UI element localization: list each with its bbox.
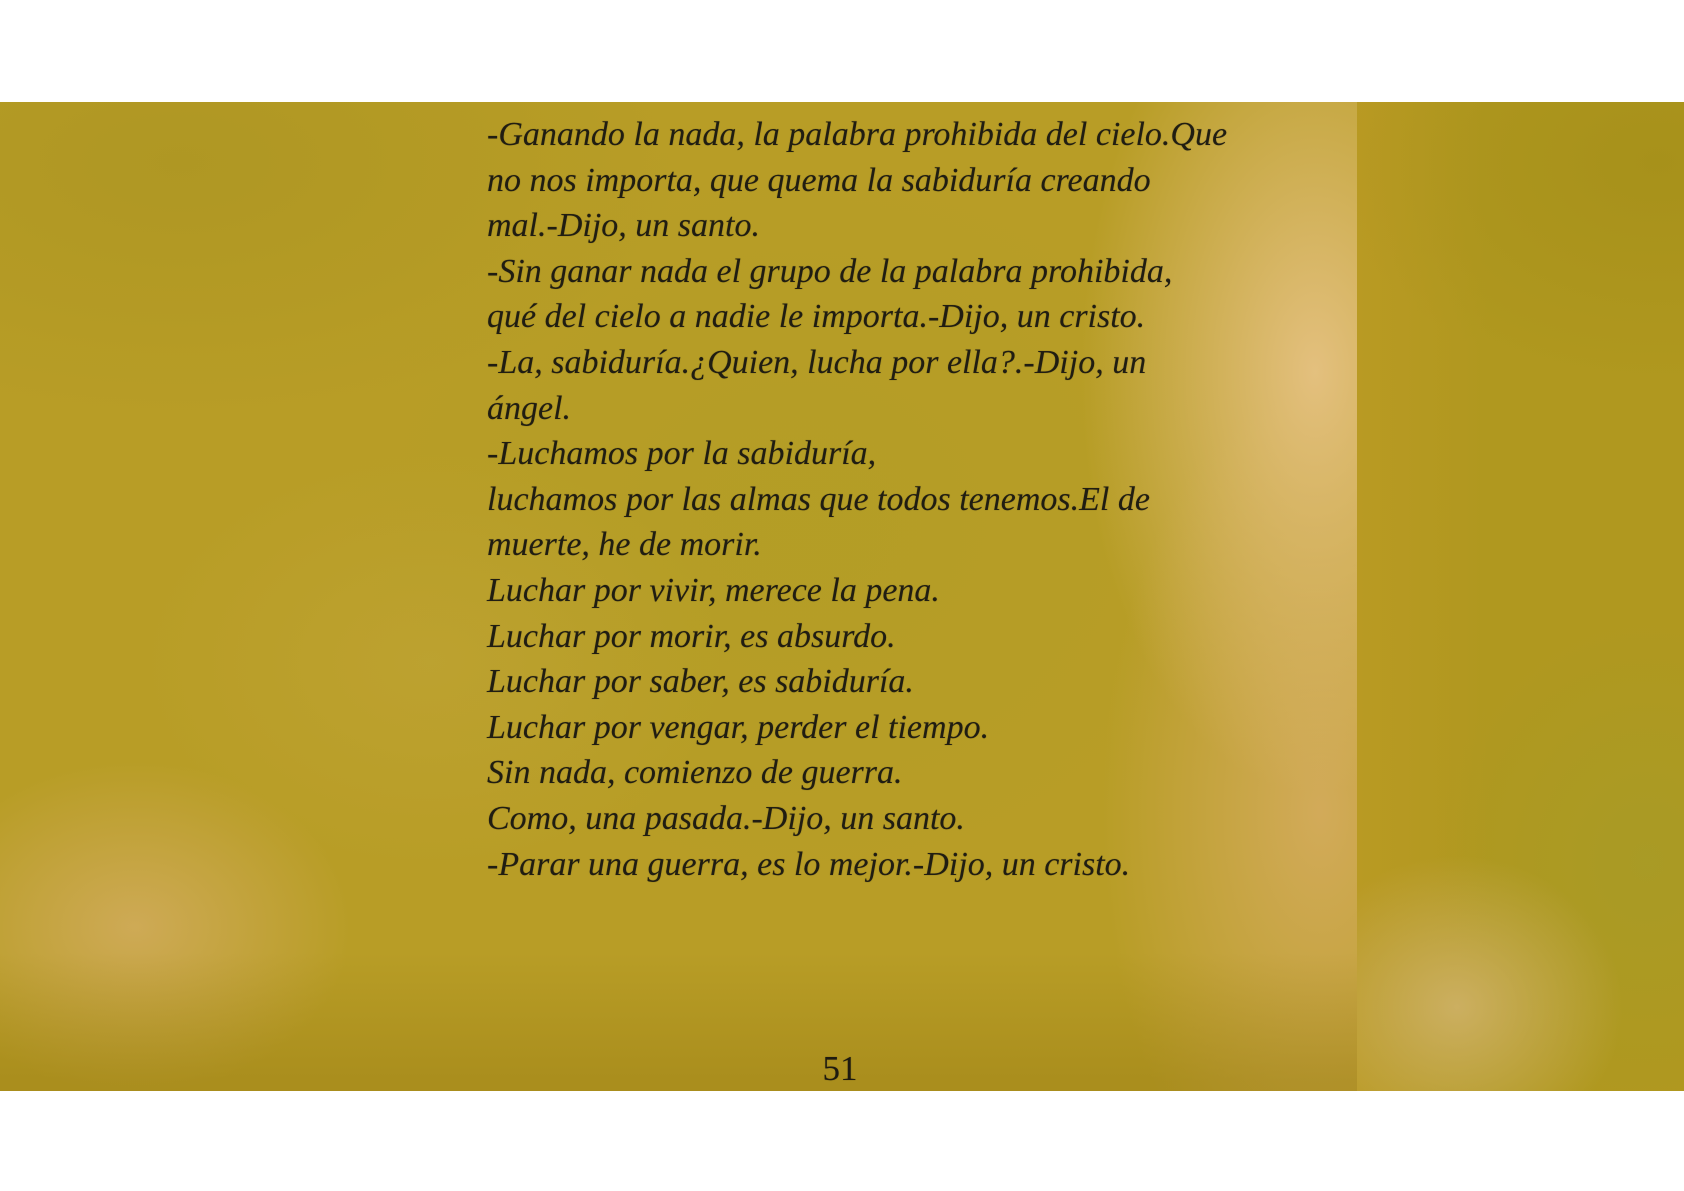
poem-line: qué del cielo a nadie le importa.-Dijo, un cristo. — [487, 298, 1146, 336]
poem-line: Luchar por morir, es absurdo. — [487, 617, 896, 655]
poem-line: no nos importa, que quema la sabiduría creando — [487, 161, 1151, 199]
poem-line: Como, una pasada.-Dijo, un santo. — [487, 799, 965, 837]
poem-line: Luchar por vengar, perder el tiempo. — [487, 708, 990, 746]
poem-line: mal.-Dijo, un santo. — [487, 207, 760, 245]
poem-line: -Parar una guerra, es lo mejor.-Dijo, un cristo. — [487, 845, 1131, 883]
poem-line: -La, sabiduría.¿Quien, lucha por ella?.-Dijo, un — [487, 343, 1147, 381]
poem-line: -Ganando la nada, la palabra prohibida del cielo.Que — [487, 116, 1228, 153]
poem-line: luchamos por las almas que todos tenemos.El de — [487, 480, 1150, 518]
poem-text-block — [487, 112, 1227, 887]
page-number: 51 — [822, 1049, 858, 1088]
poem-line: -Sin ganar nada el grupo de la palabra prohibida, — [487, 252, 1173, 290]
poem-line: Luchar por vivir, merece la pena. — [487, 571, 940, 609]
poem-line: -Luchamos por la sabiduría, — [487, 435, 877, 473]
poem-line: Luchar por saber, es sabiduría. — [487, 663, 914, 701]
poem-line: muerte, he de morir. — [487, 526, 762, 564]
right-flank-background-blur — [1357, 102, 1684, 1091]
page-photo — [0, 102, 1684, 1091]
poem-line: Sin nada, comienzo de guerra. — [487, 754, 903, 792]
poem-line: ángel. — [487, 389, 572, 427]
